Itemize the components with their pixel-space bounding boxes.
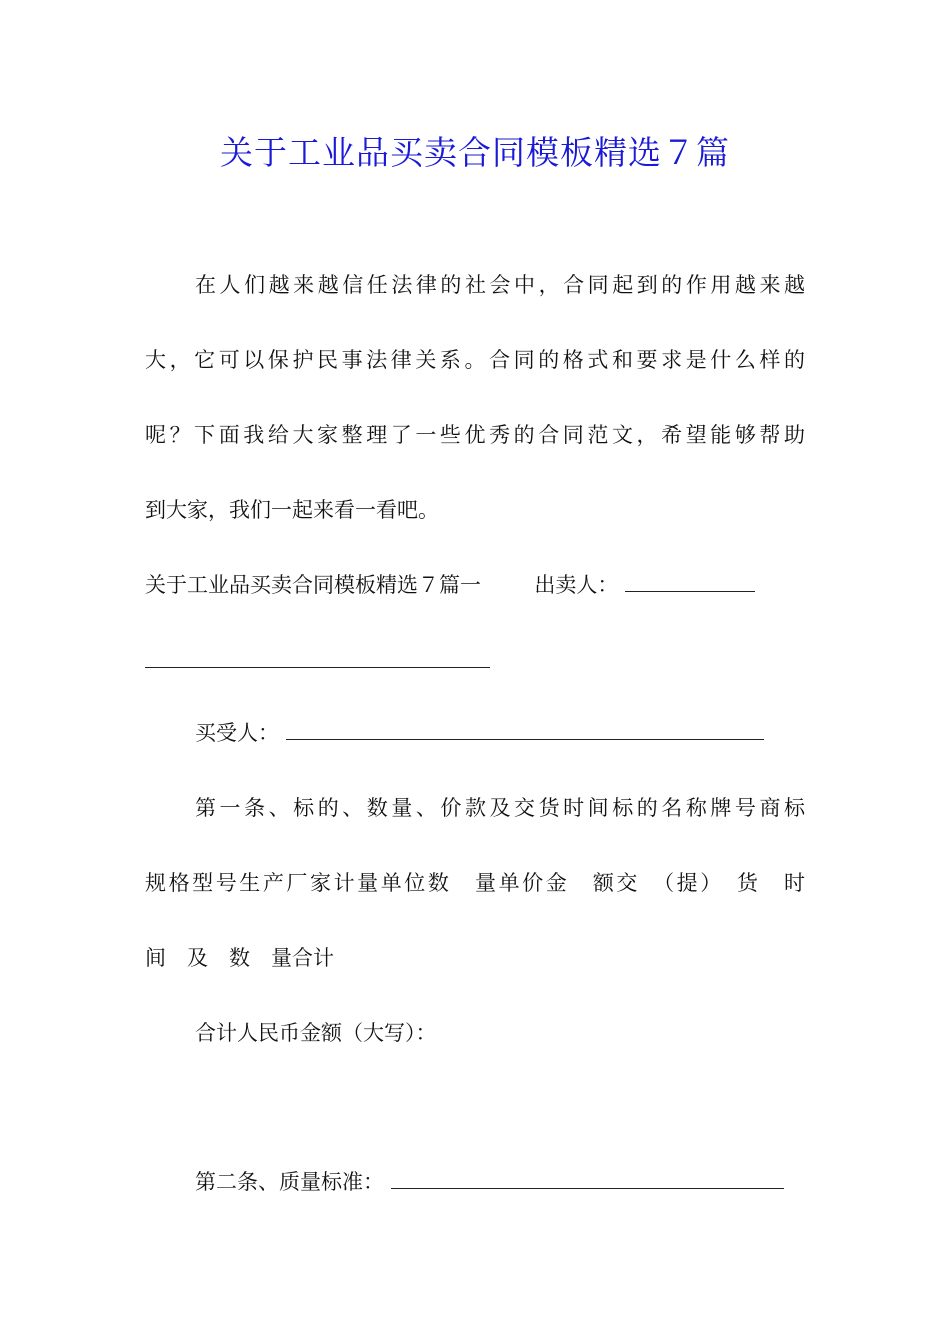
article-2-label: 第二条、质量标准：: [195, 1170, 384, 1194]
seller-label: 出卖人：: [534, 573, 619, 597]
intro-line: 在人们越来越信任法律的社会中，合同起到的作用越来越: [195, 273, 805, 297]
intro-line: 呢？下面我给大家整理了一些优秀的合同范文，希望能够帮助: [145, 423, 805, 447]
article-line: 规格型号生产厂家计量单位数 量单价金 额交 （提） 货 时: [145, 871, 805, 895]
article-line: 第一条、标的、数量、价款及交货时间标的名称牌号商标: [195, 796, 805, 820]
intro-line: 大，它可以保护民事法律关系。合同的格式和要求是什么样的: [145, 348, 805, 372]
section-heading: 关于工业品买卖合同模板精选７篇一: [145, 573, 481, 597]
article-line: 间 及 数 量合计: [145, 946, 334, 970]
buyer-blank: [286, 719, 764, 740]
seller-blank-continued: [145, 667, 490, 668]
seller-blank: [625, 571, 755, 592]
section-heading-row: [145, 570, 805, 600]
intro-line: 到大家，我们一起来看一看吧。: [145, 498, 439, 522]
page-title: 关于工业品买卖合同模板精选７篇: [220, 133, 730, 172]
buyer-row: [195, 718, 805, 748]
buyer-label: 买受人：: [195, 721, 279, 745]
article-2-row: [195, 1167, 805, 1197]
quality-standard-blank: [391, 1168, 784, 1189]
total-amount-label: 合计人民币金额（大写）：: [195, 1021, 437, 1045]
